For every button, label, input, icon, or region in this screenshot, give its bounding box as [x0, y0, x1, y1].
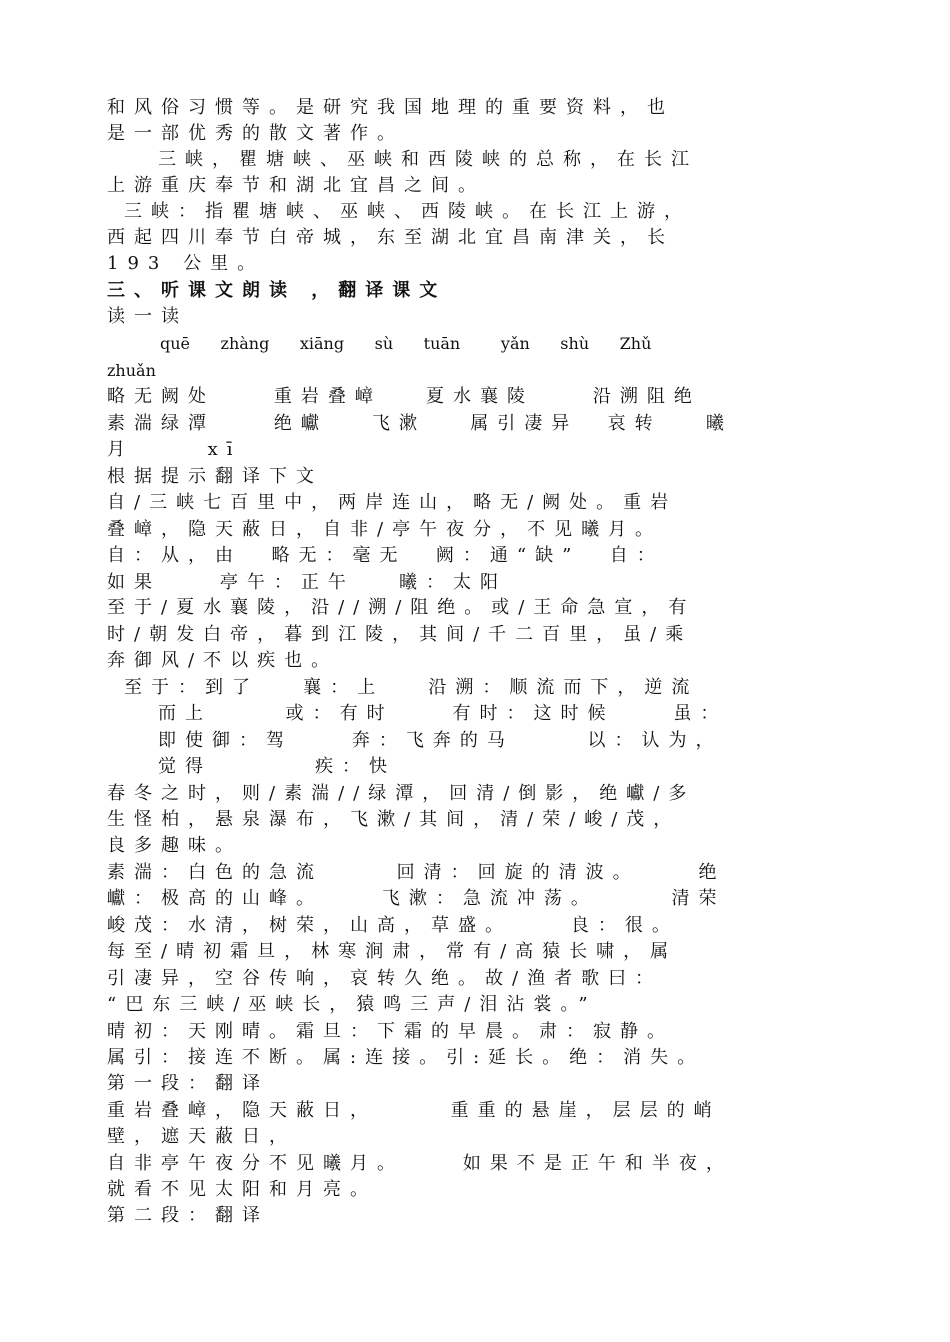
text-line: 193 公里。: [107, 253, 265, 274]
text-line: 素湍绿潭 绝巘 飞漱 属引凄异 哀转 曦: [107, 413, 733, 434]
section-heading: 三、听课文朗读 ，翻译课文: [107, 280, 447, 301]
text-line: 春冬之时，则/素湍//绿潭，回清/倒影，绝巘/多: [107, 783, 696, 804]
pinyin-line: zhuǎn: [107, 361, 156, 380]
text-line: 自：从，由 略无：毫无 阙：通“缺” 自：: [107, 545, 664, 566]
text-line: 读一读: [107, 306, 188, 327]
text-line: 而上 或：有时 有时：这时候 虽：: [158, 703, 728, 724]
text-line: 上游重庆奉节和湖北宜昌之间。: [107, 175, 485, 196]
text-line: 三峡，瞿塘峡、巫峡和西陵峡的总称，在长江: [158, 149, 698, 170]
text-line: 至于：到了 襄：上 沿溯：顺流而下，逆流: [124, 677, 699, 698]
text-line: 峻茂：水清，树荣，山高，草盛。 良：很。: [107, 915, 679, 936]
text-line: 每至/晴初霜旦，林寒涧肃，常有/高猿长啸，属: [107, 941, 678, 962]
text-line: 奔御风/不以疾也。: [107, 650, 339, 671]
text-line: 晴初：天刚晴。霜旦：下霜的早晨。肃：寂静。: [107, 1021, 674, 1042]
text-line: 就看不见太阳和月亮。: [107, 1179, 377, 1200]
text-line: 壁，遮天蔽日，: [107, 1126, 296, 1147]
text-line: 第二段：翻译: [107, 1205, 269, 1226]
text-line: 略无阙处 重岩叠嶂 夏水襄陵 沿溯阻绝: [107, 386, 701, 407]
text-line: 自非亭午夜分不见曦月。 如果不是正午和半夜，: [107, 1153, 733, 1174]
text-line: 即使御：驾 奔：飞奔的马 以：认为，: [158, 730, 723, 751]
text-line: 如果 亭午：正午 曦：太阳: [107, 572, 508, 593]
text-line: 和风俗习惯等。是研究我国地理的重要资料，也: [107, 97, 674, 118]
text-line: 三峡：指瞿塘峡、巫峡、西陵峡。在长江上游，: [124, 201, 691, 222]
text-line: 时/朝发白帝，暮到江陵，其间/千二百里，虽/乘: [107, 624, 693, 645]
text-line: 西起四川奉节白帝城，东至湖北宜昌南津关，长: [107, 227, 674, 248]
text-line: “巴东三峡/巫峡长，猿鸣三声/泪沾裳。”: [107, 994, 597, 1015]
text-line: 月 xī: [107, 439, 242, 460]
text-line: 根据提示翻译下文: [107, 466, 323, 487]
text-line: 叠嶂，隐天蔽日，自非/亭午夜分，不见曦月。: [107, 519, 663, 540]
text-line: 良多趣味。: [107, 835, 242, 856]
text-line: 生怪柏，悬泉瀑布，飞漱/其间，清/荣/峻/茂，: [107, 809, 681, 830]
text-line: 至于/夏水襄陵，沿//溯/阻绝。或/王命急宣，有: [107, 597, 696, 618]
text-line: 属引：接连不断。属:连接。引:延长。绝：消失。: [107, 1047, 705, 1068]
text-line: 素湍：白色的急流 回清：回旋的清波。 绝: [107, 862, 726, 883]
text-line: 重岩叠嶂，隐天蔽日， 重重的悬崖，层层的峭: [107, 1100, 721, 1121]
text-line: 觉得 疾：快: [158, 756, 397, 777]
text-line: 引凄异，空谷传响，哀转久绝。故/渔者歌曰：: [107, 968, 663, 989]
text-line: 是一部优秀的散文著作。: [107, 123, 404, 144]
text-line: 巘：极高的山峰。 飞漱：急流冲荡。 清荣: [107, 888, 726, 909]
text-line: 自/三峡七百里中，两岸连山，略无/阙处。重岩: [107, 492, 678, 513]
pinyin-line: quē zhàng xiāng sù tuān yǎn shù Zhǔ: [160, 334, 652, 353]
text-line: 第一段：翻译: [107, 1073, 269, 1094]
